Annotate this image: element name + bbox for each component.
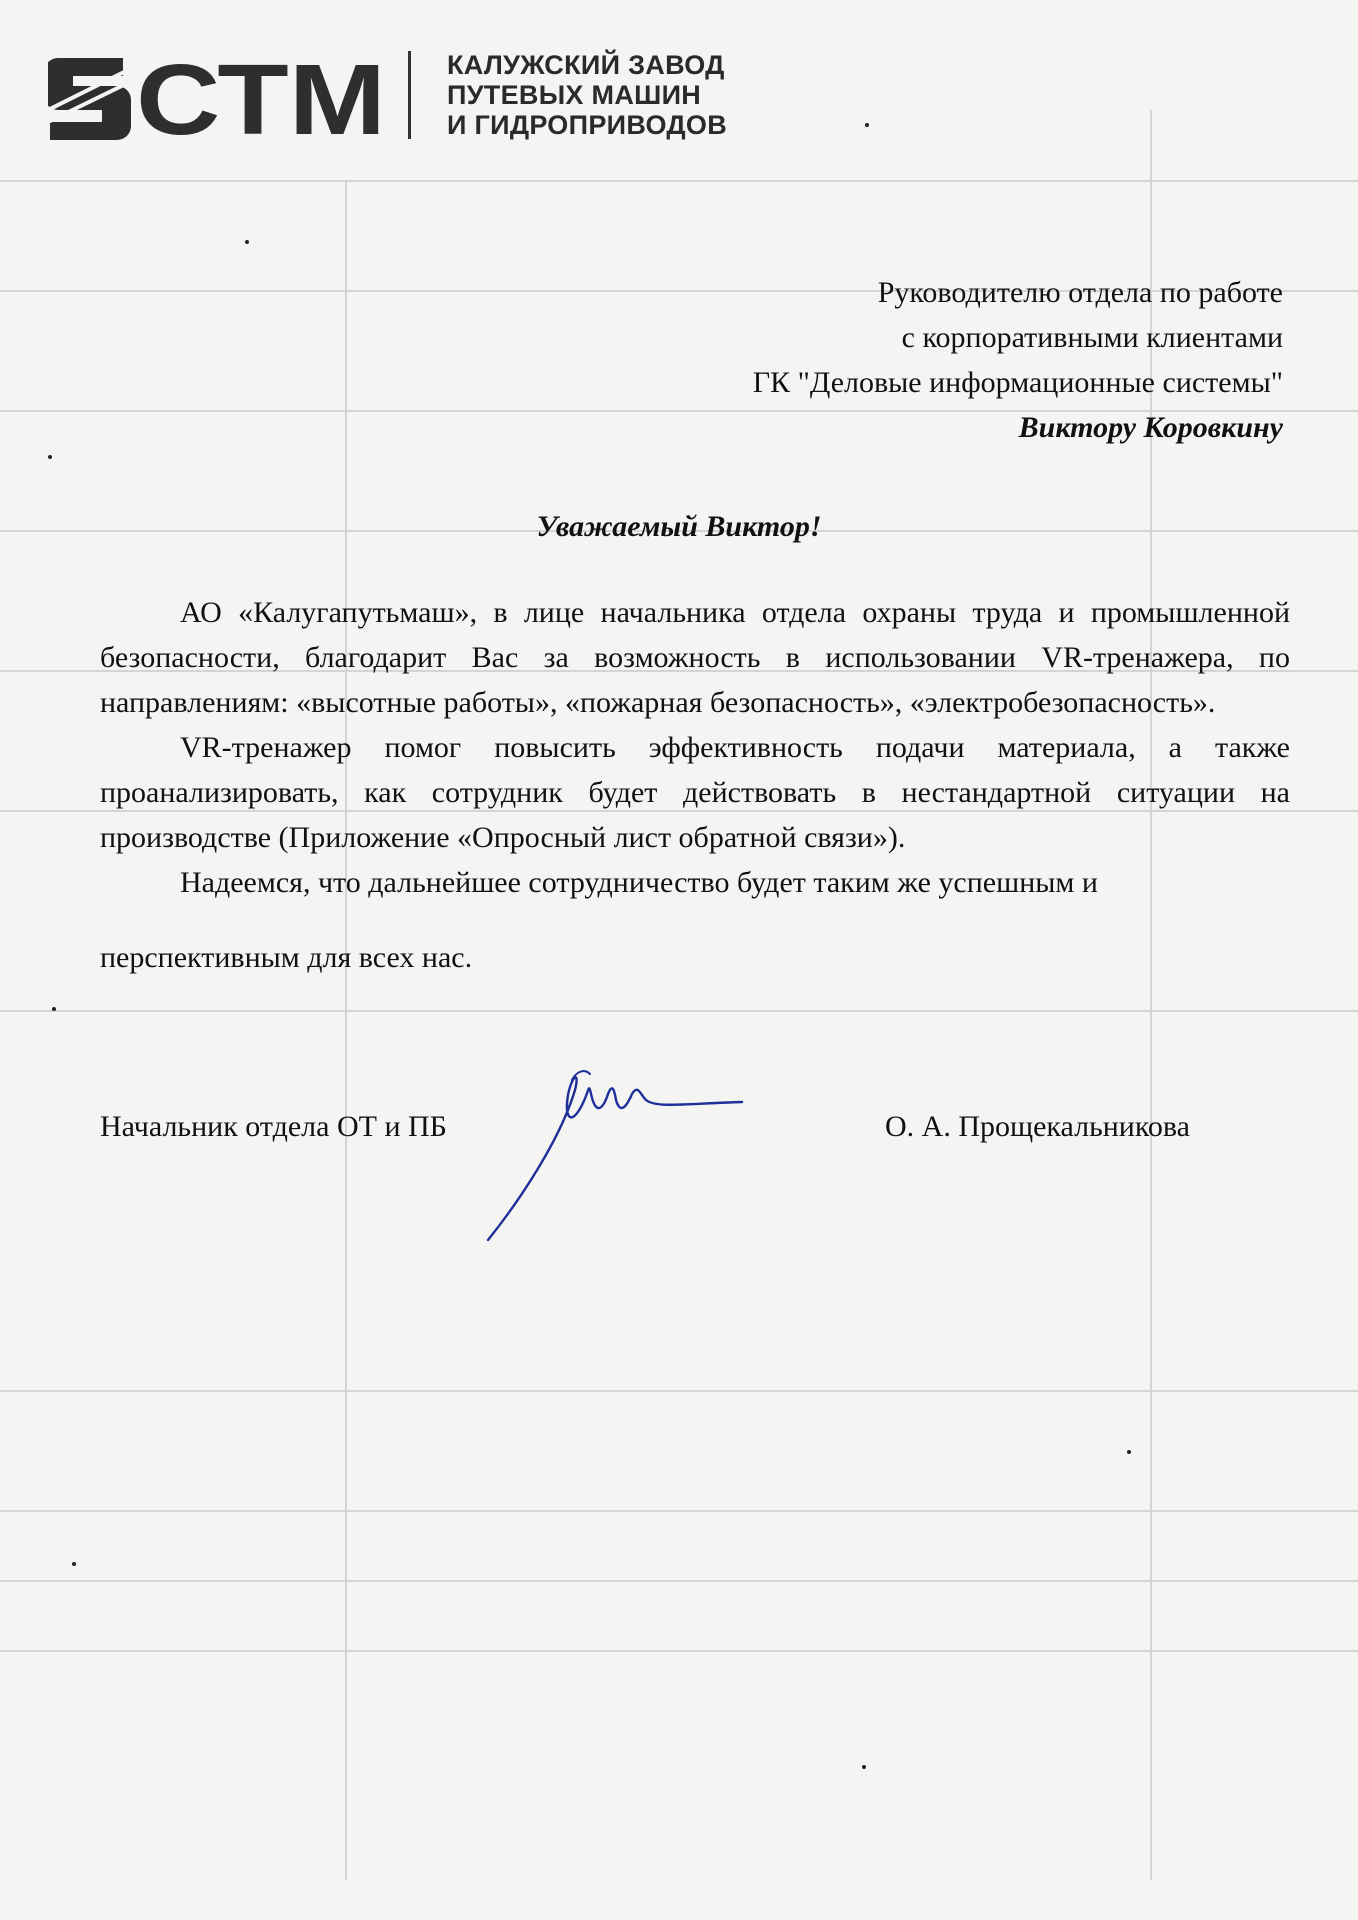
addressee-line-1: Руководителю отдела по работе <box>877 276 1283 309</box>
scan-speck <box>245 240 249 244</box>
addressee-block <box>753 270 1283 450</box>
addressee-line-3: ГК "Деловые информационные системы" <box>752 366 1283 399</box>
scan-speck <box>52 1007 56 1011</box>
scan-speck <box>862 1765 866 1769</box>
body-paragraph-3: Надеемся, что дальнейшее сотрудничество будет таким же успешным и <box>180 866 1098 899</box>
logo-line-2: ПУТЕВЫХ МАШИН <box>447 80 702 110</box>
addressee-line-2: с корпоративными клиентами <box>901 321 1283 354</box>
logo-company-name <box>447 50 727 140</box>
signature-row <box>100 1110 1190 1144</box>
scan-speck <box>865 123 869 127</box>
logo-line-3: И ГИДРОПРИВОДОВ <box>447 110 728 140</box>
scan-speck <box>1127 1450 1131 1454</box>
scan-speck <box>72 1562 76 1566</box>
letter-body <box>100 590 1290 980</box>
logo-line-1: КАЛУЖСКИЙ ЗАВОД <box>447 50 725 80</box>
greeting: Уважаемый Виктор! <box>536 510 822 543</box>
handwritten-signature-icon <box>480 1050 750 1250</box>
logo-brand-text: СТМ <box>136 50 386 140</box>
company-logo <box>48 50 727 140</box>
logo-divider <box>408 51 411 139</box>
body-paragraph-4: перспективным для всех нас. <box>100 941 473 974</box>
scan-speck <box>48 455 52 459</box>
signatory-position: Начальник отдела ОТ и ПБ <box>100 1110 447 1143</box>
signatory-name: О. А. Прощекальникова <box>884 1110 1190 1143</box>
body-paragraph-2: VR-тренажер помог повысить эффективность подачи материала, а также проанализировать, как сотрудник будет действовать в нестандартной ситуации на производстве (Приложение «Опросный лист обратной связи»). <box>100 731 1290 854</box>
body-paragraph-1: АО «Калугапутьмаш», в лице начальника отдела охраны труда и промышленной безопасности, благодарит Вас за возможность в использовании VR-тренажера, по направлениям: «высотные работы», «пожарная безопасность», «электробезопасность». <box>100 596 1290 719</box>
addressee-name: Виктору Коровкину <box>1018 411 1283 444</box>
stm-logo-mark-icon <box>48 50 388 140</box>
